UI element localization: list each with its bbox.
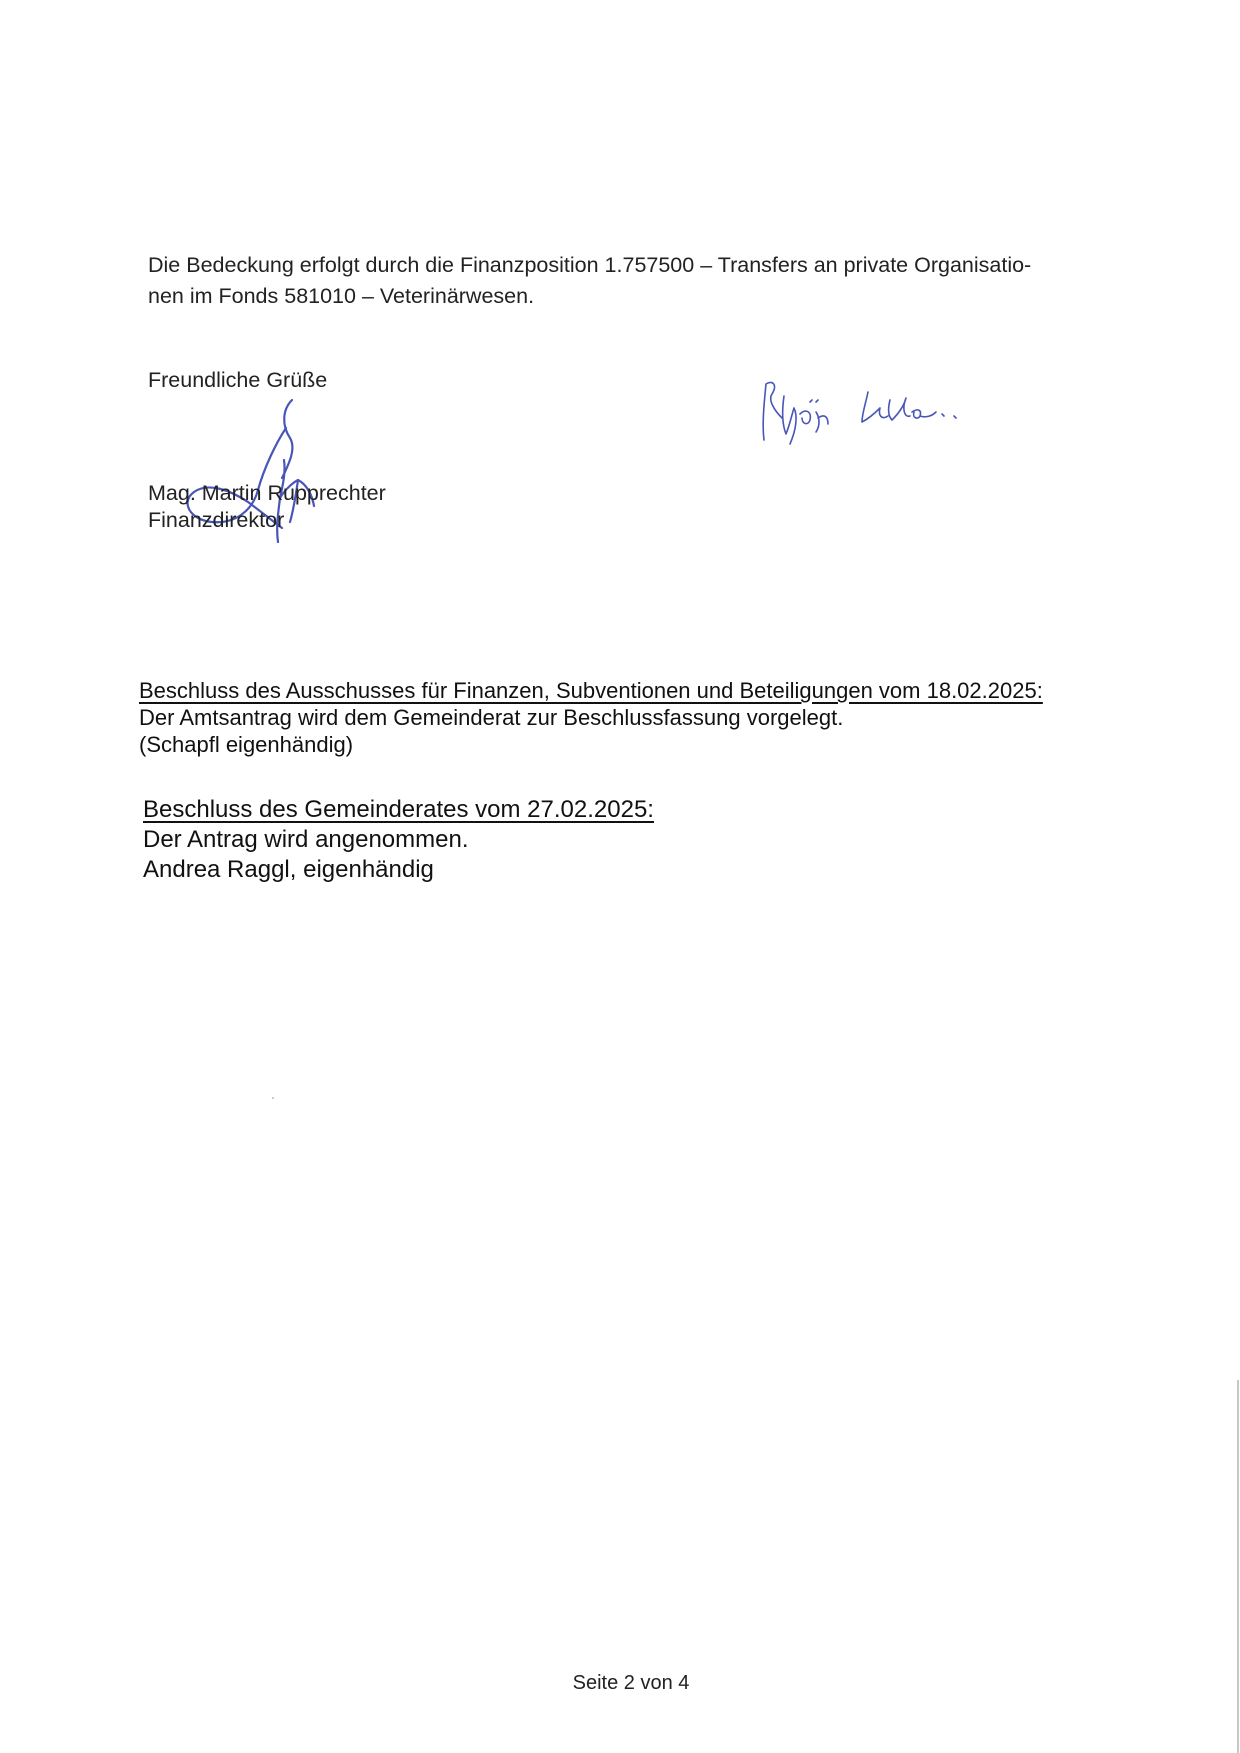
closing-greeting: Freundliche Grüße: [148, 368, 328, 392]
council-resolution-line-1: Der Antrag wird angenommen.: [143, 826, 469, 853]
signatory-name: Mag. Martin Rupprechter: [148, 481, 386, 505]
coverage-paragraph: [148, 250, 1138, 312]
council-resolution-heading: Beschluss des Gemeinderates vom 27.02.2025:: [143, 796, 654, 823]
signatory-role: Finanzdirektor: [148, 508, 285, 532]
council-resolution-line-2: Andrea Raggl, eigenhändig: [143, 856, 434, 883]
signatory-block: [148, 480, 386, 534]
coverage-paragraph-line-2: nen im Fonds 581010 – Veterinärwesen.: [148, 284, 535, 308]
secondary-signature-icon: [758, 378, 978, 458]
committee-resolution-line-1: Der Amtsantrag wird dem Gemeinderat zur Beschlussfassung vorgelegt.: [139, 705, 844, 730]
page-number-footer: Seite 2 von 4: [572, 1672, 690, 1694]
council-resolution: [143, 795, 654, 885]
committee-resolution-heading: Beschluss des Ausschusses für Finanzen, Subventionen und Beteiligungen vom 18.02.2025:: [139, 678, 1043, 703]
scan-edge-shadow: [1237, 1380, 1239, 1753]
scan-speck: [272, 1097, 274, 1099]
committee-resolution-line-2: (Schapfl eigenhändig): [139, 732, 354, 757]
committee-resolution: [139, 677, 1043, 758]
coverage-paragraph-line-1: Die Bedeckung erfolgt durch die Finanzposition 1.757500 – Transfers an private Organisatio-: [148, 253, 1032, 277]
